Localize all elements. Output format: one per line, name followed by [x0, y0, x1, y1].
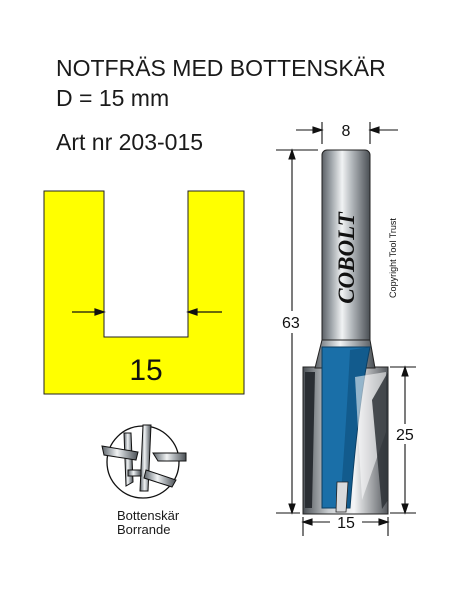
- bottom-cutter: [336, 482, 348, 512]
- router-bit: [303, 150, 388, 514]
- article-number: Art nr 203-015: [56, 129, 204, 155]
- caption-bottom-cut: Bottenskär: [117, 508, 180, 523]
- brand-logo: COBOLT: [334, 212, 359, 304]
- slot-width-label: 15: [129, 354, 163, 387]
- shank-diameter-label: 8: [341, 123, 351, 140]
- bottom-cutting-icon: [102, 425, 186, 498]
- diameter-title: D = 15 mm: [56, 85, 170, 111]
- overall-length-label: 63: [282, 315, 300, 332]
- cutting-diameter-label: 15: [337, 515, 355, 532]
- slot-diagram: [44, 191, 244, 394]
- copyright-text: Copyright Tool Trust: [388, 218, 398, 298]
- caption-plunge: Borrande: [117, 522, 171, 537]
- product-title: NOTFRÄS MED BOTTENSKÄR: [56, 55, 386, 81]
- cutting-length-label: 25: [396, 427, 414, 444]
